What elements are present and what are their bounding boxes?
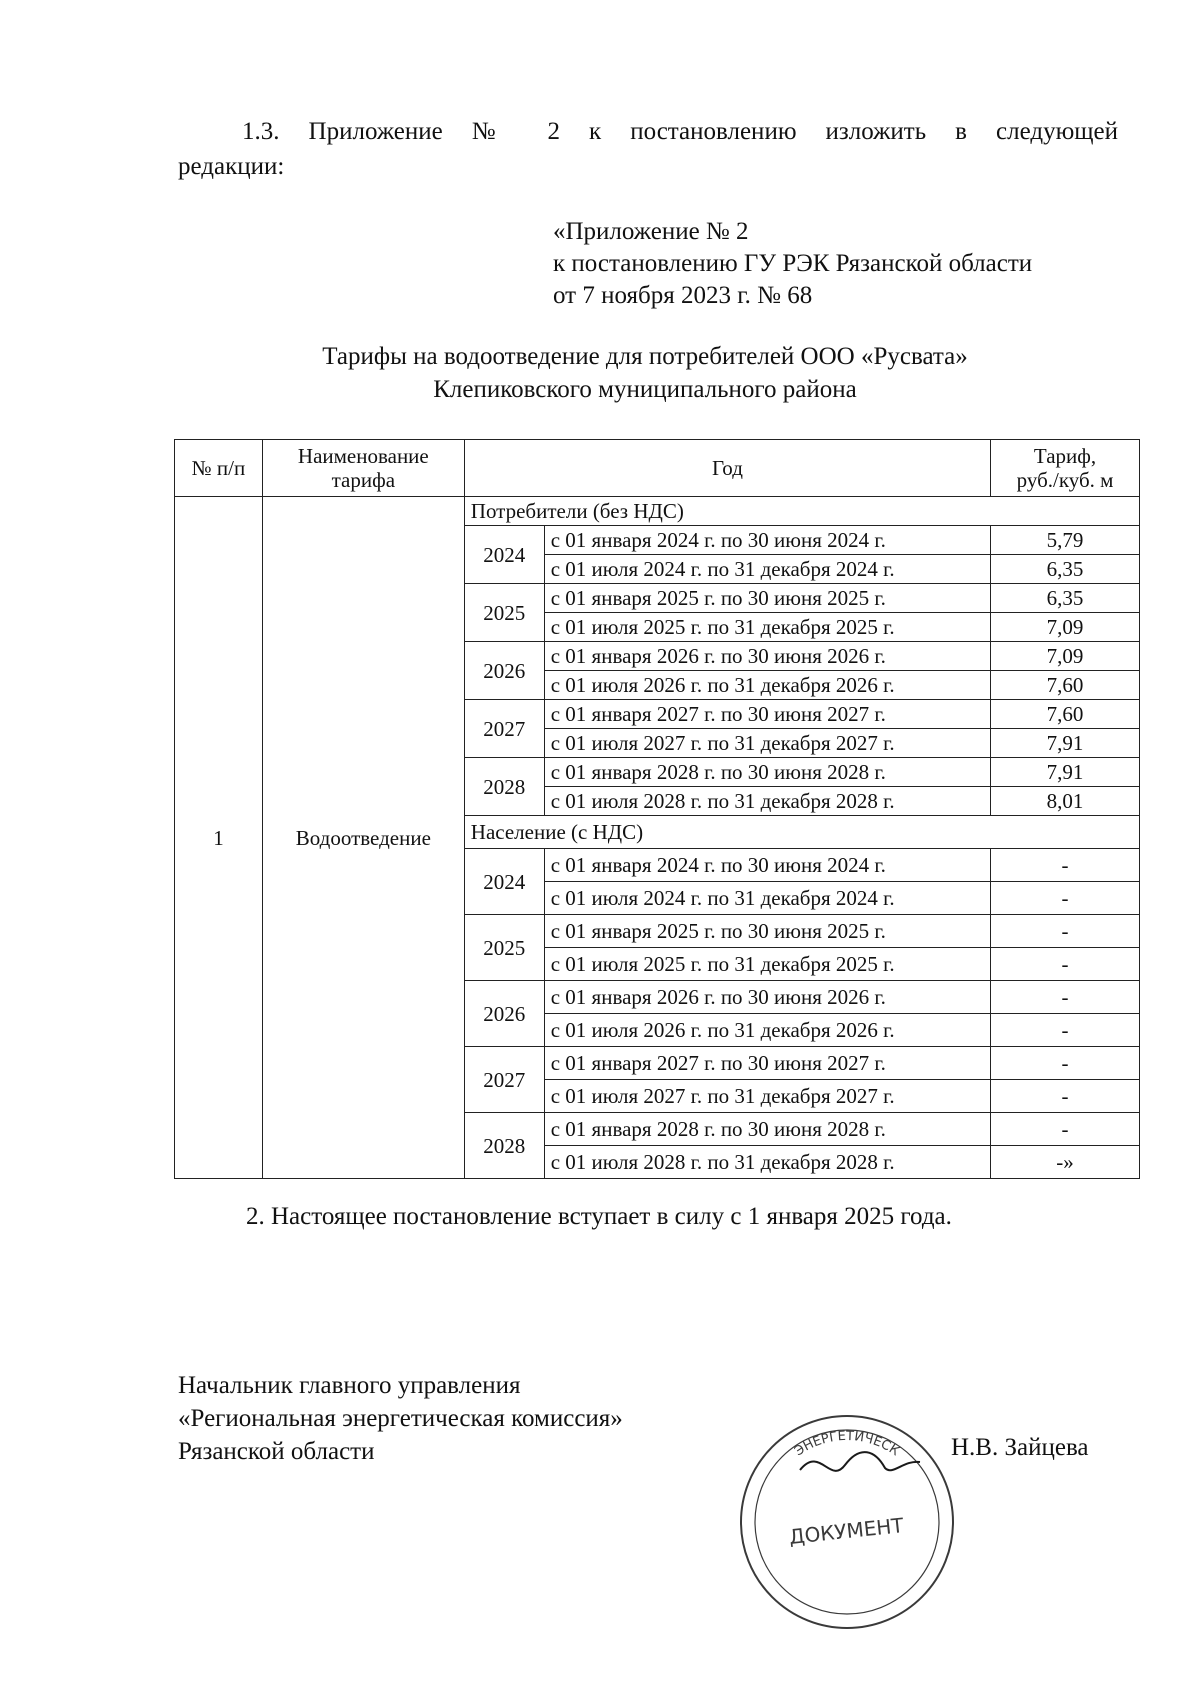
intro-paragraph bbox=[178, 114, 1118, 184]
tariff-value-cell: - bbox=[991, 915, 1140, 948]
period-cell: с 01 июля 2027 г. по 31 декабря 2027 г. bbox=[544, 729, 990, 758]
period-cell: с 01 июля 2026 г. по 31 декабря 2026 г. bbox=[544, 671, 990, 700]
header-year: Год bbox=[464, 440, 990, 497]
period-cell: с 01 июля 2028 г. по 31 декабря 2028 г. bbox=[544, 787, 990, 816]
title-line-1: Тарифы на водоотведение для потребителей ООО «Русвата» bbox=[322, 343, 968, 370]
period-cell: с 01 июля 2028 г. по 31 декабря 2028 г. bbox=[544, 1146, 990, 1179]
year-cell: 2024 bbox=[464, 849, 544, 915]
year-cell: 2025 bbox=[464, 915, 544, 981]
header-tariff-line-1: Тариф, bbox=[1033, 444, 1097, 468]
tariff-value-cell: - bbox=[991, 882, 1140, 915]
year-cell: 2027 bbox=[464, 1047, 544, 1113]
year-cell: 2027 bbox=[464, 700, 544, 758]
table-body bbox=[175, 497, 1140, 1179]
tariff-value-cell: 7,91 bbox=[991, 729, 1140, 758]
tariff-value-cell: - bbox=[991, 849, 1140, 882]
signature-line-2: «Региональная энергетическая комиссия» bbox=[178, 1405, 623, 1432]
intro-line-2: редакции: bbox=[178, 153, 285, 180]
intro-line-1: 1.3. Приложение № 2 к постановлению изложить в следующей bbox=[242, 118, 1118, 145]
period-cell: с 01 января 2025 г. по 30 июня 2025 г. bbox=[544, 915, 990, 948]
period-cell: с 01 июля 2025 г. по 31 декабря 2025 г. bbox=[544, 613, 990, 642]
period-cell: с 01 января 2028 г. по 30 июня 2028 г. bbox=[544, 758, 990, 787]
tariff-value-cell: 5,79 bbox=[991, 526, 1140, 555]
tariff-value-cell: - bbox=[991, 1080, 1140, 1113]
consumer-group-label: Потребители (без НДС) bbox=[464, 497, 1139, 526]
year-cell: 2026 bbox=[464, 981, 544, 1047]
tariff-value-cell: - bbox=[991, 1113, 1140, 1146]
stamp-center-text: ДОКУМЕНТ bbox=[787, 1513, 905, 1549]
header-name-line-1: Наименование bbox=[297, 444, 429, 468]
appendix-line-1: «Приложение № 2 bbox=[553, 218, 749, 245]
tariff-table bbox=[174, 439, 1140, 1179]
year-cell: 2024 bbox=[464, 526, 544, 584]
period-cell: с 01 января 2024 г. по 30 июня 2024 г. bbox=[544, 849, 990, 882]
period-cell: с 01 января 2025 г. по 30 июня 2025 г. bbox=[544, 584, 990, 613]
appendix-reference bbox=[553, 216, 1032, 312]
tariff-value-cell: - bbox=[991, 948, 1140, 981]
year-cell: 2026 bbox=[464, 642, 544, 700]
signature-block bbox=[178, 1369, 623, 1468]
stamp-arc-text: ЭНЕРГЕТИЧЕСК bbox=[792, 1428, 902, 1460]
period-cell: с 01 июля 2024 г. по 31 декабря 2024 г. bbox=[544, 882, 990, 915]
appendix-line-3: от 7 ноября 2023 г. № 68 bbox=[553, 282, 813, 309]
row-number: 1 bbox=[175, 497, 263, 1179]
header-num: № п/п bbox=[175, 440, 263, 497]
tariff-value-cell: 7,60 bbox=[991, 671, 1140, 700]
tariff-value-cell: 7,09 bbox=[991, 642, 1140, 671]
signature-line-3: Рязанской области bbox=[178, 1438, 375, 1465]
official-stamp bbox=[735, 1410, 960, 1635]
table-header-row bbox=[175, 440, 1140, 497]
period-cell: с 01 января 2028 г. по 30 июня 2028 г. bbox=[544, 1113, 990, 1146]
period-cell: с 01 января 2026 г. по 30 июня 2026 г. bbox=[544, 642, 990, 671]
period-cell: с 01 января 2027 г. по 30 июня 2027 г. bbox=[544, 700, 990, 729]
handwritten-signature bbox=[800, 1452, 920, 1471]
tariff-value-cell: 6,35 bbox=[991, 584, 1140, 613]
tariff-value-cell: - bbox=[991, 981, 1140, 1014]
header-name bbox=[262, 440, 464, 497]
period-cell: с 01 января 2027 г. по 30 июня 2027 г. bbox=[544, 1047, 990, 1080]
tariff-value-cell: 7,60 bbox=[991, 700, 1140, 729]
effective-paragraph: 2. Настоящее постановление вступает в силу с 1 января 2025 года. bbox=[246, 1203, 952, 1230]
signatory-name: Н.В. Зайцева bbox=[951, 1434, 1089, 1461]
consumer-group-label: Население (с НДС) bbox=[464, 816, 1139, 849]
year-cell: 2028 bbox=[464, 758, 544, 816]
period-cell: с 01 января 2026 г. по 30 июня 2026 г. bbox=[544, 981, 990, 1014]
title-line-2: Клепиковского муниципального района bbox=[433, 376, 857, 403]
appendix-line-2: к постановлению ГУ РЭК Рязанской области bbox=[553, 250, 1033, 277]
header-tariff bbox=[991, 440, 1140, 497]
tariff-value-cell: 7,09 bbox=[991, 613, 1140, 642]
tariff-value-cell: 8,01 bbox=[991, 787, 1140, 816]
tariff-value-cell: 7,91 bbox=[991, 758, 1140, 787]
tariff-value-cell: - bbox=[991, 1047, 1140, 1080]
tariff-value-cell: 6,35 bbox=[991, 555, 1140, 584]
tariff-value-cell: - bbox=[991, 1014, 1140, 1047]
signature-line-1: Начальник главного управления bbox=[178, 1372, 521, 1399]
period-cell: с 01 января 2024 г. по 30 июня 2024 г. bbox=[544, 526, 990, 555]
period-cell: с 01 июля 2024 г. по 31 декабря 2024 г. bbox=[544, 555, 990, 584]
period-cell: с 01 июля 2025 г. по 31 декабря 2025 г. bbox=[544, 948, 990, 981]
tariff-value-cell: -» bbox=[991, 1146, 1140, 1179]
group-header-row bbox=[175, 497, 1140, 526]
header-tariff-line-2: руб./куб. м bbox=[1016, 468, 1114, 492]
year-cell: 2028 bbox=[464, 1113, 544, 1179]
year-cell: 2025 bbox=[464, 584, 544, 642]
document-title bbox=[150, 340, 1140, 406]
period-cell: с 01 июля 2027 г. по 31 декабря 2027 г. bbox=[544, 1080, 990, 1113]
period-cell: с 01 июля 2026 г. по 31 декабря 2026 г. bbox=[544, 1014, 990, 1047]
tariff-name: Водоотведение bbox=[262, 497, 464, 1179]
header-name-line-2: тарифа bbox=[331, 468, 396, 492]
